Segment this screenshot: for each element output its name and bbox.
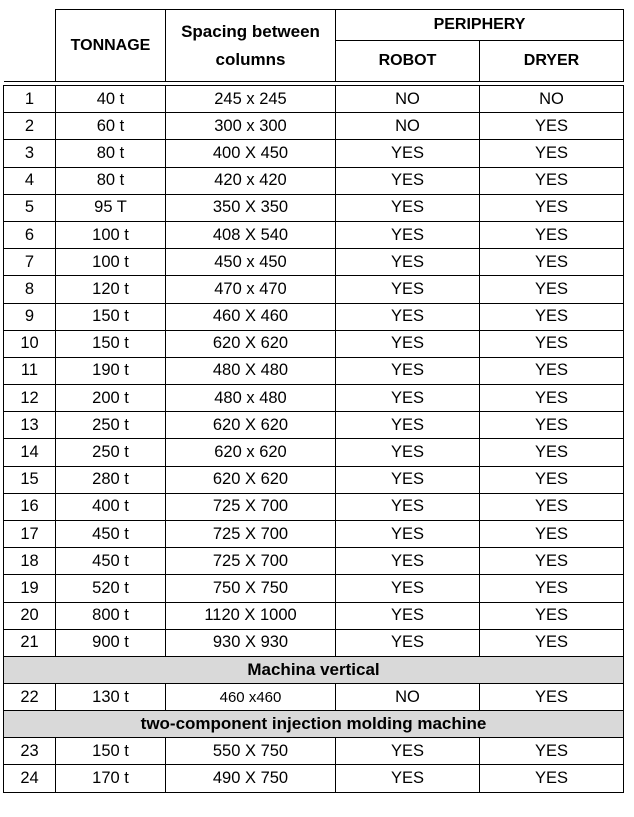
dryer-cell: YES (480, 602, 624, 629)
dryer-cell: YES (480, 167, 624, 194)
spacing-cell: 470 x 470 (166, 276, 336, 303)
tonnage-cell: 200 t (56, 385, 166, 412)
table-row (4, 738, 624, 765)
row-number-cell: 1 (4, 86, 56, 113)
dryer-cell: YES (480, 385, 624, 412)
dryer-cell: YES (480, 548, 624, 575)
robot-cell: YES (336, 521, 480, 548)
spacing-cell: 490 X 750 (166, 765, 336, 792)
machine-table (3, 9, 624, 793)
spacing-cell: 1120 X 1000 (166, 602, 336, 629)
row-number-cell: 10 (4, 330, 56, 357)
robot-cell: YES (336, 466, 480, 493)
tonnage-cell: 120 t (56, 276, 166, 303)
spacing-cell: 245 x 245 (166, 86, 336, 113)
spacing-cell: 460 x460 (166, 683, 336, 710)
row-number-cell: 5 (4, 194, 56, 221)
dryer-cell: YES (480, 303, 624, 330)
row-number-cell: 12 (4, 385, 56, 412)
robot-cell: YES (336, 276, 480, 303)
row-number-cell: 7 (4, 249, 56, 276)
row-number-cell: 9 (4, 303, 56, 330)
table-row (4, 548, 624, 575)
table-row (4, 140, 624, 167)
table-row (4, 194, 624, 221)
spacing-cell: 480 X 480 (166, 357, 336, 384)
robot-cell: YES (336, 439, 480, 466)
table-row (4, 221, 624, 248)
robot-cell: YES (336, 221, 480, 248)
row-number-cell: 23 (4, 738, 56, 765)
row-number-cell: 18 (4, 548, 56, 575)
spacing-cell: 480 x 480 (166, 385, 336, 412)
robot-cell: YES (336, 493, 480, 520)
tonnage-cell: 130 t (56, 683, 166, 710)
tonnage-cell: 150 t (56, 738, 166, 765)
robot-cell: NO (336, 683, 480, 710)
robot-cell: YES (336, 412, 480, 439)
row-number-cell: 20 (4, 602, 56, 629)
robot-cell: YES (336, 602, 480, 629)
table-row (4, 466, 624, 493)
section-row (4, 656, 624, 683)
robot-cell: YES (336, 330, 480, 357)
table-row (4, 303, 624, 330)
tonnage-cell: 95 T (56, 194, 166, 221)
table-row (4, 113, 624, 140)
row-number-cell: 4 (4, 167, 56, 194)
spacing-cell: 750 X 750 (166, 575, 336, 602)
spacing-cell: 620 x 620 (166, 439, 336, 466)
table-row (4, 683, 624, 710)
tonnage-cell: 170 t (56, 765, 166, 792)
dryer-cell: YES (480, 113, 624, 140)
row-number-cell: 6 (4, 221, 56, 248)
tonnage-cell: 400 t (56, 493, 166, 520)
dryer-cell: YES (480, 412, 624, 439)
dryer-cell: YES (480, 249, 624, 276)
spacing-cell: 420 x 420 (166, 167, 336, 194)
robot-cell: YES (336, 765, 480, 792)
dryer-cell: YES (480, 194, 624, 221)
dryer-cell: YES (480, 140, 624, 167)
robot-cell: YES (336, 575, 480, 602)
table-body (4, 86, 624, 793)
row-number-cell: 22 (4, 683, 56, 710)
row-number-cell: 8 (4, 276, 56, 303)
dryer-cell: NO (480, 86, 624, 113)
table-row (4, 521, 624, 548)
table-row (4, 167, 624, 194)
tonnage-cell: 60 t (56, 113, 166, 140)
dryer-cell: YES (480, 466, 624, 493)
tonnage-cell: 280 t (56, 466, 166, 493)
tonnage-cell: 100 t (56, 221, 166, 248)
spacing-cell: 450 x 450 (166, 249, 336, 276)
robot-cell: YES (336, 249, 480, 276)
tonnage-cell: 250 t (56, 412, 166, 439)
table-row (4, 575, 624, 602)
table-row (4, 357, 624, 384)
tonnage-cell: 40 t (56, 86, 166, 113)
spacing-cell: 725 X 700 (166, 521, 336, 548)
table-row (4, 412, 624, 439)
table-row (4, 493, 624, 520)
robot-cell: YES (336, 548, 480, 575)
tonnage-cell: 900 t (56, 629, 166, 656)
tonnage-cell: 150 t (56, 330, 166, 357)
tonnage-cell: 80 t (56, 167, 166, 194)
robot-cell: YES (336, 385, 480, 412)
spacing-cell: 460 X 460 (166, 303, 336, 330)
spacing-cell: 350 X 350 (166, 194, 336, 221)
robot-cell: YES (336, 167, 480, 194)
dryer-cell: YES (480, 521, 624, 548)
robot-cell: YES (336, 140, 480, 167)
section-title: two-component injection molding machine (4, 711, 624, 738)
table-row (4, 385, 624, 412)
tonnage-cell: 80 t (56, 140, 166, 167)
row-number-cell: 17 (4, 521, 56, 548)
row-number-cell: 21 (4, 629, 56, 656)
tonnage-cell: 520 t (56, 575, 166, 602)
table-row (4, 276, 624, 303)
dryer-cell: YES (480, 575, 624, 602)
tonnage-cell: 800 t (56, 602, 166, 629)
robot-cell: NO (336, 86, 480, 113)
tonnage-cell: 250 t (56, 439, 166, 466)
spacing-header: Spacing between columns (166, 10, 336, 82)
spacing-cell: 620 X 620 (166, 412, 336, 439)
index-header (4, 10, 56, 82)
table-row (4, 765, 624, 792)
table-row (4, 629, 624, 656)
table-row (4, 602, 624, 629)
table-row (4, 439, 624, 466)
robot-cell: YES (336, 303, 480, 330)
periphery-header: PERIPHERY (336, 10, 624, 41)
table-row (4, 86, 624, 113)
spacing-cell: 620 X 620 (166, 330, 336, 357)
spacing-cell: 408 X 540 (166, 221, 336, 248)
row-number-cell: 14 (4, 439, 56, 466)
row-number-cell: 11 (4, 357, 56, 384)
spacing-cell: 725 X 700 (166, 548, 336, 575)
robot-cell: YES (336, 194, 480, 221)
table-row (4, 330, 624, 357)
robot-header: ROBOT (336, 41, 480, 82)
dryer-cell: YES (480, 629, 624, 656)
dryer-cell: YES (480, 221, 624, 248)
spacing-cell: 300 x 300 (166, 113, 336, 140)
row-number-cell: 13 (4, 412, 56, 439)
row-number-cell: 15 (4, 466, 56, 493)
row-number-cell: 19 (4, 575, 56, 602)
tonnage-cell: 450 t (56, 548, 166, 575)
spacing-cell: 550 X 750 (166, 738, 336, 765)
spacing-cell: 620 X 620 (166, 466, 336, 493)
section-title: Machina vertical (4, 656, 624, 683)
robot-cell: YES (336, 629, 480, 656)
row-number-cell: 16 (4, 493, 56, 520)
spacing-cell: 725 X 700 (166, 493, 336, 520)
table-row (4, 249, 624, 276)
dryer-cell: YES (480, 330, 624, 357)
dryer-cell: YES (480, 439, 624, 466)
tonnage-cell: 450 t (56, 521, 166, 548)
row-number-cell: 2 (4, 113, 56, 140)
robot-cell: NO (336, 113, 480, 140)
dryer-cell: YES (480, 683, 624, 710)
dryer-cell: YES (480, 357, 624, 384)
row-number-cell: 24 (4, 765, 56, 792)
dryer-header: DRYER (480, 41, 624, 82)
tonnage-header: TONNAGE (56, 10, 166, 82)
tonnage-cell: 150 t (56, 303, 166, 330)
robot-cell: YES (336, 357, 480, 384)
dryer-cell: YES (480, 765, 624, 792)
table-header (4, 10, 624, 86)
spacing-cell: 400 X 450 (166, 140, 336, 167)
tonnage-cell: 100 t (56, 249, 166, 276)
spacing-cell: 930 X 930 (166, 629, 336, 656)
dryer-cell: YES (480, 493, 624, 520)
tonnage-cell: 190 t (56, 357, 166, 384)
section-row (4, 711, 624, 738)
dryer-cell: YES (480, 738, 624, 765)
robot-cell: YES (336, 738, 480, 765)
dryer-cell: YES (480, 276, 624, 303)
row-number-cell: 3 (4, 140, 56, 167)
